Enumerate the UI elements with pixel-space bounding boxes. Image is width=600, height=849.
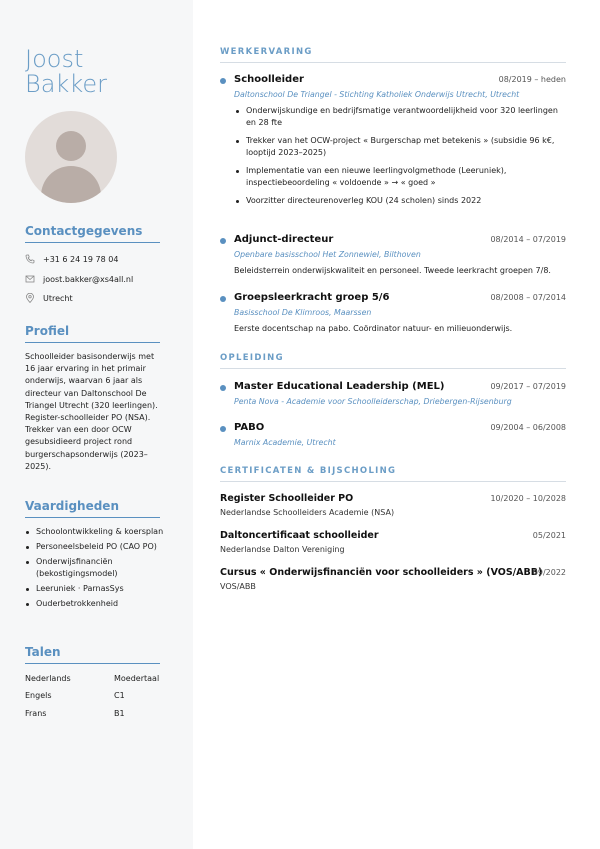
- degree-title: PABO: [234, 422, 265, 433]
- skills-list: [25, 526, 170, 613]
- timeline-dot: [220, 238, 226, 244]
- certificate-date: 09/2022: [532, 568, 566, 577]
- degree-title: Master Educational Leadership (MEL): [234, 381, 445, 392]
- certificate-date: 10/2020 – 10/2028: [490, 494, 566, 503]
- job-title: Groepsleerkracht groep 5/6: [234, 292, 390, 303]
- language-level: C1: [114, 691, 125, 700]
- contact-city: [25, 293, 175, 303]
- phone-number: +31 6 24 19 78 04: [43, 254, 119, 264]
- avatar-head: [56, 131, 86, 161]
- language-row: [25, 709, 170, 718]
- language-level: B1: [114, 709, 125, 718]
- language-level: Moedertaal: [114, 674, 160, 683]
- certificate-entry: [220, 567, 566, 591]
- email-address: joost.bakker@xs4all.nl: [43, 274, 134, 284]
- language-name: Frans: [25, 709, 47, 718]
- language-row: [25, 691, 170, 700]
- certificate-title: Daltoncertificaat schoolleider: [220, 530, 379, 541]
- job-description: Eerste docentschap na pabo. Coördinator natuur- en milieuonderwijs.: [234, 324, 513, 333]
- language-name: Nederlands: [25, 674, 71, 683]
- timeline-dot: [220, 78, 226, 84]
- job-date: 08/2019 – heden: [498, 75, 566, 84]
- degree-date: 09/2017 – 07/2019: [490, 382, 566, 391]
- contact-heading: Contactgegevens: [25, 224, 160, 243]
- certificate-issuer: VOS/ABB: [220, 582, 256, 591]
- skill-item: Personeelsbeleid PO (CAO PO): [25, 541, 170, 553]
- job-org: Openbare basisschool Het Zonnewiel, Bilthoven: [234, 250, 421, 259]
- profile-text: Schoolleider basisonderwijs met 16 jaar ervaring in het primair onderwijs, waarvan 6 jaar als directeur van Daltonschool De Triangel Utrecht (320 leerlingen). Register-schoolleider PO (NSA). Trekker van een door OCW gesubsidieerd project rond burgerschapsonderwijs (2023–2025).: [25, 352, 158, 471]
- bullet-item: Implementatie van een nieuwe leerlingvolgmethode (Leeruniek), inspectiebeoordeling « voldoende » → « goed »: [234, 165, 564, 189]
- language-name: Engels: [25, 691, 52, 700]
- certificate-issuer: Nederlandse Schoolleiders Academie (NSA): [220, 508, 395, 517]
- certificate-title: Cursus « Onderwijsfinanciën voor schoolleiders » (VOS/ABB): [220, 567, 543, 578]
- certificate-date: 05/2021: [532, 531, 566, 540]
- bullet-item: Voorzitter directeurenoverleg KOU (24 scholen) sinds 2022: [234, 195, 564, 207]
- bullet-item: Onderwijskundige en bedrijfsmatige verantwoordelijkheid voor 320 leerlingen en 28 fte: [234, 105, 564, 129]
- job-bullets: [234, 105, 564, 213]
- timeline-dot: [220, 296, 226, 302]
- profile-heading: Profiel: [25, 324, 160, 343]
- skill-item: Schoolontwikkeling & koersplan: [25, 526, 170, 538]
- timeline-dot: [220, 385, 226, 391]
- education-heading: OPLEIDING: [220, 353, 566, 369]
- bullet-item: Trekker van het OCW-project « Burgerschap met betekenis » (subsidie 96 k€, looptijd 2023–2025): [234, 135, 564, 159]
- job-description: Beleidsterrein onderwijskwaliteit en personeel. Tweede leerkracht groepen 7/8.: [234, 266, 551, 275]
- timeline-dot: [220, 426, 226, 432]
- certificates-heading: CERTIFICATEN & BIJSCHOLING: [220, 466, 566, 482]
- language-row: [25, 674, 170, 683]
- skill-item: Ouderbetrokkenheid: [25, 598, 170, 610]
- contact-phone[interactable]: [25, 254, 175, 264]
- phone-icon: [25, 254, 35, 264]
- skill-item: Leeruniek · ParnasSys: [25, 583, 170, 595]
- city: Utrecht: [43, 293, 73, 303]
- last-name: Bakker: [25, 70, 107, 98]
- degree-date: 09/2004 – 06/2008: [490, 423, 566, 432]
- certificate-issuer: Nederlandse Dalton Vereniging: [220, 545, 345, 554]
- location-pin-icon: [25, 293, 35, 303]
- job-org: Basisschool De Klimroos, Maarssen: [234, 308, 372, 317]
- first-name: Joost: [25, 45, 84, 73]
- job-title: Schoolleider: [234, 74, 304, 85]
- languages-heading: Talen: [25, 645, 160, 664]
- job-org: Daltonschool De Triangel - Stichting Katholiek Onderwijs Utrecht, Utrecht: [234, 90, 520, 99]
- avatar-body: [41, 166, 101, 203]
- certificate-entry: [220, 493, 566, 517]
- skills-heading: Vaardigheden: [25, 499, 160, 518]
- job-date: 08/2014 – 07/2019: [490, 235, 566, 244]
- certificate-title: Register Schoolleider PO: [220, 493, 354, 504]
- job-date: 08/2008 – 07/2014: [490, 293, 566, 302]
- candidate-name: [25, 47, 107, 97]
- skill-item: Onderwijsfinanciën (bekostigingsmodel): [25, 556, 170, 580]
- experience-heading: WERKERVARING: [220, 47, 566, 63]
- certificate-entry: [220, 530, 566, 554]
- degree-institution: Penta Nova - Academie voor Schoolleiderschap, Driebergen-Rijsenburg: [234, 397, 512, 406]
- mail-icon: [25, 274, 35, 284]
- avatar: [25, 111, 117, 203]
- degree-institution: Marnix Academie, Utrecht: [234, 438, 336, 447]
- contact-email[interactable]: [25, 274, 175, 284]
- job-title: Adjunct-directeur: [234, 234, 334, 245]
